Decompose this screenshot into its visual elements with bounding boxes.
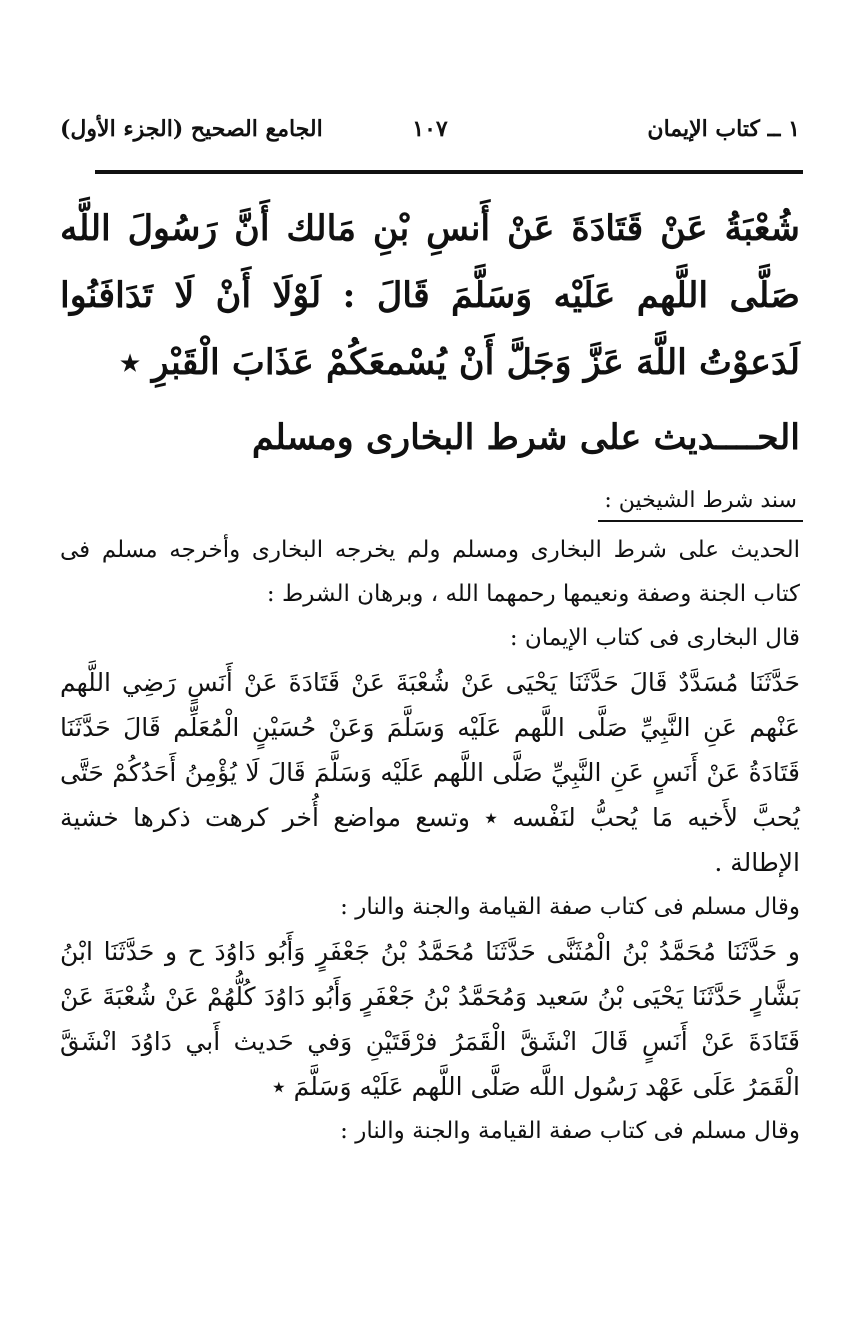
body-text bbox=[60, 528, 800, 1153]
paragraph-muslim-label: وقال مسلم فى كتاب صفة القيامة والجنة والنار : bbox=[340, 894, 800, 920]
section-subheading: سند شرط الشيخين : bbox=[598, 484, 803, 522]
book-title: الجامع الصحيح (الجزء الأول) bbox=[60, 116, 323, 142]
paragraph-muslim-hadith: و حَدَّثَنَا مُحَمَّدُ بْنُ الْمُثَنَّى حَدَّثَنَا مُحَمَّدُ بْنُ جَعْفَرٍ وَأَبُو دَاوُدَ ح و حَدَّثَنَا ابْنُ بَشَّارٍ حَدَّثَنَا يَحْيَى بْنُ سَعيد وَمُحَمَّدُ بْنُ جَعْفَرٍ وَأَبُو دَاوُدَ كُلُّهُمْ عَنْ شُعْبَةَ عَنْ قَتَادَةَ عَنْ أَنَسٍ قَالَ انْشَقَّ الْقَمَرُ فرْقَتَيْنِ وَفي حَديث أَبي دَاوُدَ انْشَقَّ الْقَمَرُ عَلَى عَهْد رَسُول اللَّه صَلَّى اللَّهم عَلَيْه وَسَلَّمَ ٭ bbox=[60, 937, 800, 1101]
section-heading: الحــــديث على شرط البخارى ومسلم bbox=[251, 417, 800, 458]
chapter-title: ١ ــ كتاب الإيمان bbox=[647, 116, 800, 142]
page-number: ١٠٧ bbox=[412, 116, 448, 142]
running-header bbox=[60, 110, 800, 150]
hadith-main-text: شُعْبَةُ عَنْ قَتَادَةَ عَنْ أَنسِ بْنِ مَالك أَنَّ رَسُولَ اللَّه صَلَّى اللَّهم عَلَيْه وَسَلَّمَ قَالَ : لَوْلَا أَنْ لَا تَدَافَنُوا لَدَعوْتُ اللَّهَ عَزَّ وَجَلَّ أَنْ يُسْمعَكُمْ عَذَابَ الْقَبْرِ ٭ bbox=[60, 208, 800, 383]
paragraph-bukhari-label: قال البخارى فى كتاب الإيمان : bbox=[509, 625, 800, 651]
paragraph-muslim-label-2: وقال مسلم فى كتاب صفة القيامة والجنة والنار : bbox=[340, 1118, 800, 1144]
header-rule bbox=[95, 170, 803, 174]
paragraph-bukhari-hadith: حَدَّثَنَا مُسَدَّدٌ قَالَ حَدَّثَنَا يَحْيَى عَنْ شُعْبَةَ عَنْ قَتَادَةَ عَنْ أَنَسٍ رَضِي اللَّهم عَنْهم عَنِ النَّبِيِّ صَلَّى اللَّهم عَلَيْه وَسَلَّمَ وَعَنْ حُسَيْنٍ الْمُعَلِّم قَالَ حَدَّثَنَا قَتَادَةُ عَنْ أَنَسٍ عَنِ النَّبِيِّ صَلَّى اللَّهم عَلَيْه وَسَلَّمَ قَالَ لَا يُؤْمِنُ أَحَدُكُمْ حَتَّى يُحبَّ لأَخيه مَا يُحبُّ لنَفْسه ٭ وتسع مواضع أُخر كرهت ذكرها خشية الإطالة . bbox=[60, 668, 800, 877]
paragraph-intro: الحديث على شرط البخارى ومسلم ولم يخرجه البخارى وأخرجه مسلم فى كتاب الجنة وصفة ونعيمها رحمهما الله ، وبرهان الشرط : bbox=[60, 537, 800, 607]
